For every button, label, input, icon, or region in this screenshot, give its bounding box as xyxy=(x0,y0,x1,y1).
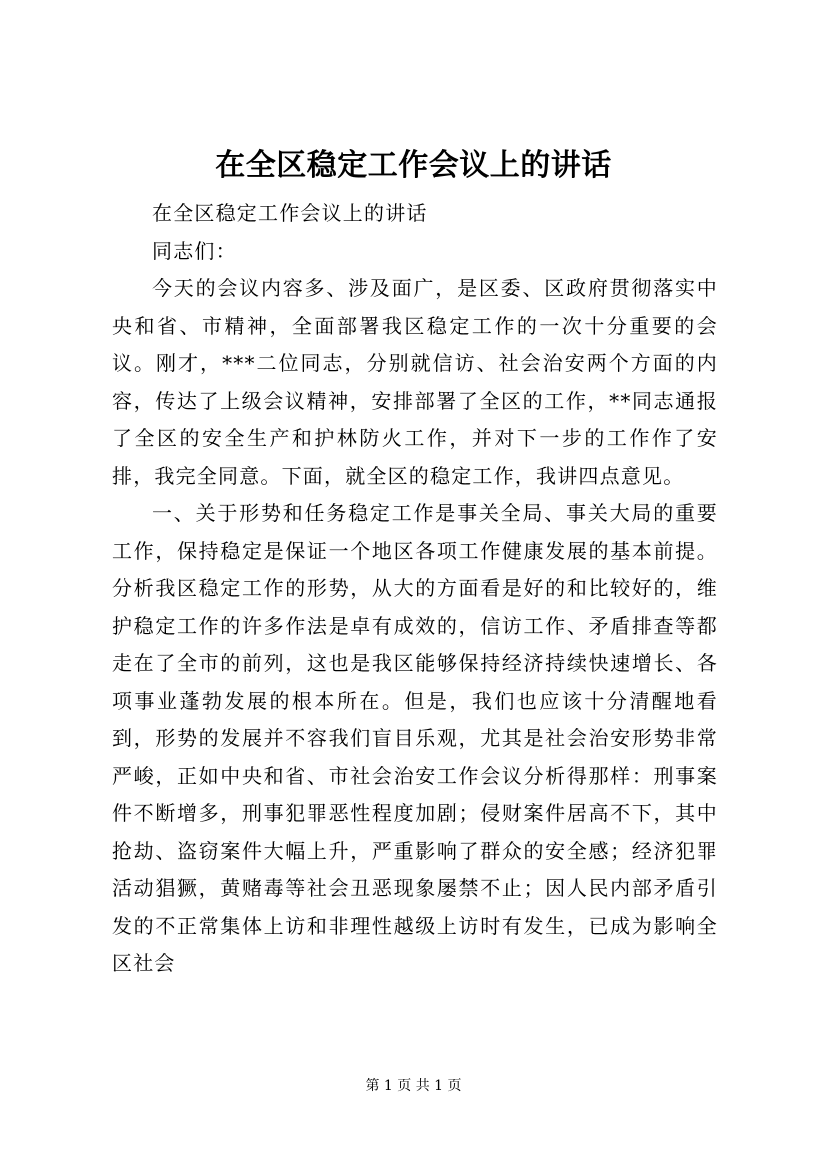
paragraph-subtitle: 在全区稳定工作会议上的讲话 xyxy=(152,201,428,225)
document-body xyxy=(112,195,718,983)
paragraph-situation: 一、关于形势和任务稳定工作是事关全局、事关大局的重要工作，保持稳定是保证一个地区各项工作健康发展的基本前提。分析我区稳定工作的形势，从大的方面看是好的和比较好的，维护稳定工作的许多作法是卓有成效的，信访工作、矛盾排查等都走在了全市的前列，这也是我区能够保持经济持续快速增长、各项事业蓬勃发展的根本所在。但是，我们也应该十分清醒地看到，形势的发展并不容我们盲目乐观，尤其是社会治安形势非常严峻，正如中央和省、市社会治安工作会议分析得那样：刑事案件不断增多，刑事犯罪恶性程度加剧；侵财案件居高不下，其中抢劫、盗窃案件大幅上升，严重影响了群众的安全感；经济犯罪活动猖獗，黄赌毒等社会丑恶现象屡禁不止；因人民内部矛盾引发的不正常集体上访和非理性越级上访时有发生，已成为影响全区社会 xyxy=(112,501,718,975)
page-number-footer: 第 1 页 共 1 页 xyxy=(365,1078,462,1094)
paragraph-opening: 今天的会议内容多、涉及面广，是区委、区政府贯彻落实中央和省、市精神，全面部署我区稳定工作的一次十分重要的会议。刚才，***二位同志，分别就信访、社会治安两个方面的内容，传达了上级会议精神，安排部署了全区的工作，**同志通报了全区的安全生产和护林防火工作，并对下一步的工作作了安排，我完全同意。下面，就全区的稳定工作，我讲四点意见。 xyxy=(112,276,718,488)
paragraph-salutation: 同志们： xyxy=(152,238,237,263)
document-title: 在全区稳定工作会议上的讲话 xyxy=(215,148,612,183)
